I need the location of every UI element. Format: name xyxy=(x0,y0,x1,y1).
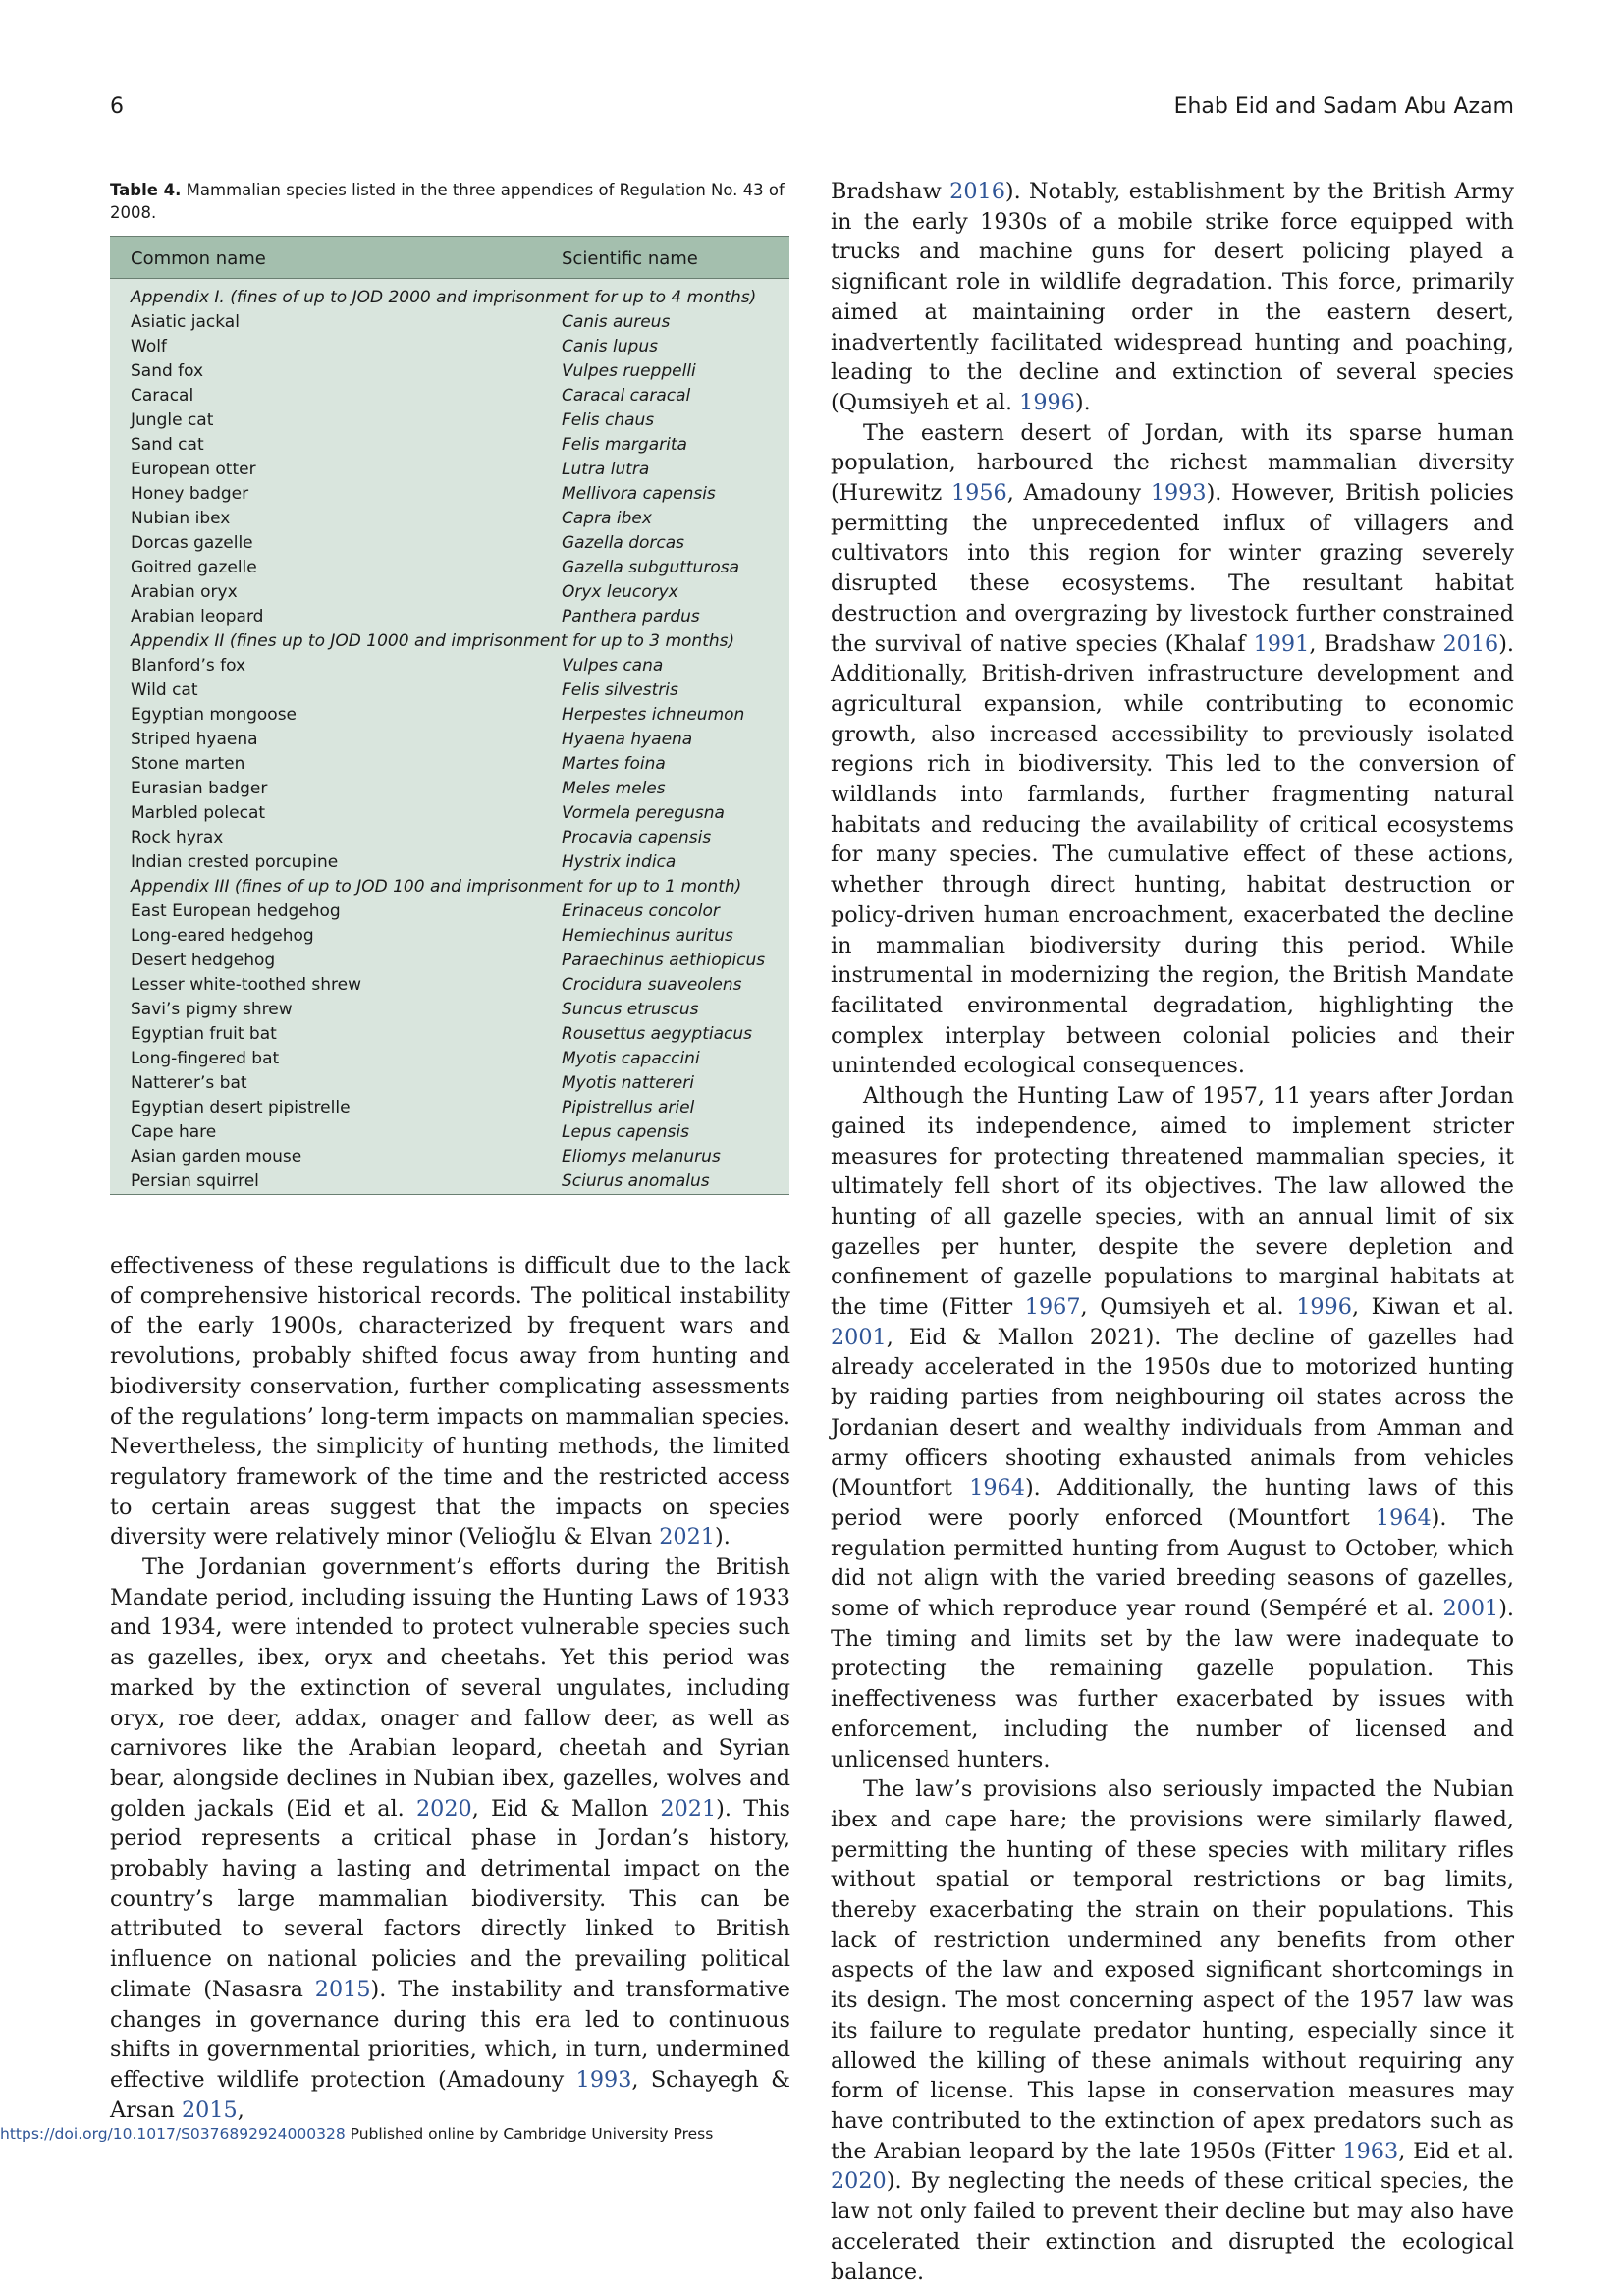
citation-year-link[interactable]: 2021 xyxy=(660,1795,717,1822)
scientific-name-cell: Sciurus anomalus xyxy=(562,1170,789,1195)
common-name-cell: Stone marten xyxy=(131,754,245,774)
table-row xyxy=(110,654,789,679)
text-run: The Jordanian government’s efforts during the British Mandate period, including issuing the Hunting Laws of 1933 and 1934, were intended to protect vulnerable species such as gazelles, ibex, oryx and cheetahs. Yet this period was marked by the extinction of several ungulates, including oryx, roe deer, addax, onager and fallow deer, as well as carnivores like the Arabian leopard, cheetah and Syrian bear, alongside declines in Nubian ibex, gazelles, wolves and golden jackals (Eid et al. xyxy=(110,1554,790,1822)
scientific-name-cell: Capra ibex xyxy=(562,509,652,528)
scientific-name-cell: Felis silvestris xyxy=(562,681,678,700)
common-name-cell: Goitred gazelle xyxy=(131,558,257,577)
scientific-name-cell: Martes foina xyxy=(562,754,666,774)
table-row xyxy=(110,899,789,924)
table-spacer-row xyxy=(110,279,789,287)
text-run: ). xyxy=(715,1524,731,1551)
column-header-common-name: Common name xyxy=(110,237,562,279)
citation-year-link[interactable]: 2016 xyxy=(1442,630,1499,657)
text-run: , Eid & Mallon 2021). The decline of gazelles had already accelerated in the 1950s due to motorized hunting by raiding parties from neighbouring oil states across the Jordanian desert and wealthy individuals from Amman and army officers shooting exhausted animals from vehicles (Mountfort xyxy=(831,1324,1514,1501)
table-row xyxy=(110,949,789,973)
citation-year-link[interactable]: 2001 xyxy=(831,1324,887,1350)
citation-year-link[interactable]: 1963 xyxy=(1342,2138,1399,2164)
table-body xyxy=(110,279,789,1195)
common-name-cell: Lesser white-toothed shrew xyxy=(131,975,362,995)
citation-year-link[interactable]: 1993 xyxy=(575,2066,632,2093)
table-spacer-cell xyxy=(110,279,789,287)
scientific-name-cell: Myotis capaccini xyxy=(562,1049,700,1068)
text-run: ). By neglecting the needs of these critical species, the law not only failed to prevent their decline but may also have accelerated their extinction and disrupted the ecological balance. xyxy=(831,2168,1514,2285)
right-column-text xyxy=(831,177,1514,2287)
table-caption-label: Table 4. xyxy=(110,181,182,199)
scientific-name-cell: Caracal caracal xyxy=(562,386,691,406)
table-caption xyxy=(110,179,789,224)
body-paragraph xyxy=(831,418,1514,1081)
text-run: ). This period represents a critical phase in Jordan’s history, probably having a lasting and detrimental impact on the country’s large mammalian biodiversity. This can be attributed to several factors directly linked to British influence on national policies and the prevailing political climate (Nasasra xyxy=(110,1795,790,2002)
scientific-name-cell: Lutra lutra xyxy=(562,460,650,479)
common-name-cell: Long-eared hedgehog xyxy=(131,926,314,946)
text-run: effectiveness of these regulations is difficult due to the lack of comprehensive historical records. The political instability of the early 1900s, characterized by frequent wars and revolutions, probably shifted focus away from hunting and biodiversity conservation, further complicating assessments of the regulations’ long-term impacts on mammalian species. Nevertheless, the simplicity of hunting methods, the limited regulatory framework of the time and the restricted access to certain areas suggest that the impacts on species diversity were relatively minor (Velioğlu & Elvan xyxy=(110,1253,790,1551)
publisher-note: Published online by Cambridge University Press xyxy=(345,2125,714,2143)
common-name-cell: Desert hedgehog xyxy=(131,951,276,970)
text-run: ). Additionally, British-driven infrastructure development and agricultural expansion, while contributing to economic growth, also increased accessibility to previously isolated regions rich in biodiversity. This led to the conversion of wildlands into farmlands, further fragmenting natural habitats and reducing the availability of critical ecosystems for many species. The cumulative effect of these actions, whether through direct hunting, habitat destruction or policy-driven human encroachment, exacerbated the decline in mammalian biodiversity during this period. While instrumental in modernizing the region, the British Mandate facilitated environmental degradation, highlighting the complex interplay between colonial policies and their unintended ecological consequences. xyxy=(831,630,1514,1079)
common-name-cell: Dorcas gazelle xyxy=(131,533,253,553)
common-name-cell: East European hedgehog xyxy=(131,901,341,921)
table-caption-text: Mammalian species listed in the three appendices of Regulation No. 43 of 2008. xyxy=(110,181,785,222)
table-row xyxy=(110,408,789,433)
text-run: , Kiwan et al. xyxy=(1351,1294,1514,1321)
table-row xyxy=(110,1120,789,1145)
scientific-name-cell: Erinaceus concolor xyxy=(562,901,720,921)
common-name-cell: Asian garden mouse xyxy=(131,1147,302,1167)
common-name-cell: Caracal xyxy=(131,386,194,406)
table-row xyxy=(110,1096,789,1120)
citation-year-link[interactable]: 2016 xyxy=(949,179,1005,204)
table-row xyxy=(110,482,789,507)
scientific-name-cell: Panthera pardus xyxy=(562,607,700,626)
text-run: , Amadouny xyxy=(1006,480,1151,507)
table-row xyxy=(110,850,789,875)
scientific-name-cell: Vormela peregusna xyxy=(562,803,725,823)
common-name-cell: Sand cat xyxy=(131,435,204,455)
table-row xyxy=(110,507,789,531)
common-name-cell: Wild cat xyxy=(131,681,198,700)
common-name-cell: European otter xyxy=(131,460,256,479)
common-name-cell: Sand fox xyxy=(131,361,204,381)
common-name-cell: Egyptian desert pipistrelle xyxy=(131,1098,351,1117)
common-name-cell: Eurasian badger xyxy=(131,779,268,798)
table-row xyxy=(110,556,789,580)
table-row xyxy=(110,679,789,703)
text-run: ). The timing and limits set by the law were inadequate to protecting the remaining gazelle population. This ineffectiveness was further exacerbated by issues with enforcement, including the number of licensed and unlicensed hunters. xyxy=(831,1596,1514,1772)
common-name-cell: Indian crested porcupine xyxy=(131,852,339,872)
citation-year-link[interactable]: 1967 xyxy=(1024,1294,1081,1321)
common-name-cell: Rock hyrax xyxy=(131,828,224,847)
running-header-authors: Ehab Eid and Sadam Abu Azam xyxy=(1173,94,1514,119)
table-row xyxy=(110,310,789,335)
text-run: ). xyxy=(1074,389,1091,415)
body-paragraph xyxy=(110,1251,790,1552)
common-name-cell: Natterer’s bat xyxy=(131,1073,247,1093)
scientific-name-cell: Canis aureus xyxy=(562,312,671,332)
scientific-name-cell: Rousettus aegyptiacus xyxy=(562,1024,752,1044)
common-name-cell: Wolf xyxy=(131,337,167,356)
common-name-cell: Marbled polecat xyxy=(131,803,266,823)
text-run: , Qumsiyeh et al. xyxy=(1080,1294,1297,1321)
citation-year-link[interactable]: 2021 xyxy=(659,1524,715,1551)
scientific-name-cell: Pipistrellus ariel xyxy=(562,1098,695,1117)
footer xyxy=(0,2125,713,2143)
citation-year-link[interactable]: 1964 xyxy=(1375,1504,1432,1531)
scientific-name-cell: Procavia capensis xyxy=(562,828,712,847)
table-row xyxy=(110,1047,789,1071)
scientific-name-cell: Myotis nattereri xyxy=(562,1073,694,1093)
scientific-name-cell: Mellivora capensis xyxy=(562,484,716,504)
text-run: , xyxy=(237,2096,244,2123)
table-row xyxy=(110,826,789,850)
citation-year-link[interactable]: 1993 xyxy=(1150,480,1207,507)
table-row xyxy=(110,752,789,777)
table-row xyxy=(110,924,789,949)
common-name-cell: Jungle cat xyxy=(131,410,214,430)
table-row xyxy=(110,359,789,384)
text-run: The eastern desert of Jordan, with its sparse human population, harboured the richest mammalian diversity (Hurewitz xyxy=(831,419,1514,507)
citation-year-link[interactable]: 1996 xyxy=(1019,389,1075,415)
common-name-cell: Asiatic jackal xyxy=(131,312,240,332)
table-row xyxy=(110,1022,789,1047)
scientific-name-cell: Felis margarita xyxy=(562,435,687,455)
scientific-name-cell: Vulpes rueppelli xyxy=(562,361,696,381)
common-name-cell: Blanford’s fox xyxy=(131,656,246,676)
citation-year-link[interactable]: 2015 xyxy=(314,1976,371,2002)
text-run: , Schayegh & Arsan xyxy=(110,2066,790,2123)
appendix-heading-row xyxy=(110,286,789,310)
text-run: ). Notably, establishment by the British Army in the early 1930s of a mobile strike force equipped with trucks and machine guns for desert policing played a significant role in wildlife degradation. This force, primarily aimed at maintaining order in the eastern desert, inadvertently facilitated widespread hunting and poaching, leading to the decline and extinction of several species (Qumsiyeh et al. xyxy=(831,179,1514,415)
table-row xyxy=(110,801,789,826)
scientific-name-cell: Canis lupus xyxy=(562,337,658,356)
scientific-name-cell: Hystrix indica xyxy=(562,852,677,872)
appendix-heading: Appendix I. (fines of up to JOD 2000 and imprisonment for up to 4 months) xyxy=(131,288,757,307)
citation-year-link[interactable]: 1991 xyxy=(1253,630,1310,657)
table-row xyxy=(110,998,789,1022)
left-column-text xyxy=(110,1251,790,2125)
text-run: , Eid et al. xyxy=(1398,2138,1514,2164)
text-run: , Bradshaw xyxy=(1309,630,1443,657)
appendix-heading: Appendix III (fines of up to JOD 100 and imprisonment for up to 1 month) xyxy=(131,877,742,897)
body-paragraph xyxy=(831,1774,1514,2287)
common-name-cell: Cape hare xyxy=(131,1122,217,1142)
appendix-heading-row xyxy=(110,875,789,899)
citation-year-link[interactable]: 2020 xyxy=(831,2168,887,2195)
scientific-name-cell: Herpestes ichneumon xyxy=(562,705,745,725)
table-row xyxy=(110,433,789,458)
table-row xyxy=(110,335,789,359)
common-name-cell: Persian squirrel xyxy=(110,1170,562,1195)
scientific-name-cell: Meles meles xyxy=(562,779,666,798)
common-name-cell: Striped hyaena xyxy=(131,730,258,749)
scientific-name-cell: Paraechinus aethiopicus xyxy=(562,951,766,970)
table-row xyxy=(110,1145,789,1170)
citation-year-link[interactable]: 2020 xyxy=(415,1795,472,1822)
table-header-row xyxy=(110,237,789,279)
table-row xyxy=(110,777,789,801)
text-run: ). The regulation permitted hunting from August to October, which did not align with the varied breeding seasons of gazelles, some of which reproduce year round (Sempéré et al. xyxy=(831,1504,1514,1622)
citation-year-link[interactable]: 1956 xyxy=(951,480,1007,507)
table-row xyxy=(110,605,789,629)
citation-year-link[interactable]: 1964 xyxy=(969,1475,1025,1501)
common-name-cell: Egyptian fruit bat xyxy=(131,1024,277,1044)
citation-year-link[interactable]: 1996 xyxy=(1296,1294,1352,1321)
common-name-cell: Honey badger xyxy=(131,484,249,504)
citation-year-link[interactable]: 2015 xyxy=(181,2096,238,2123)
table-row xyxy=(110,1071,789,1096)
scientific-name-cell: Hemiechinus auritus xyxy=(562,926,733,946)
text-run: Bradshaw xyxy=(831,179,950,204)
citation-year-link[interactable]: 2001 xyxy=(1442,1596,1499,1622)
table-row xyxy=(110,703,789,728)
text-run: ). However, British policies permitting the unprecedented influx of villagers and cultivators into this region for winter grazing severely disrupted these ecosystems. The resultant habitat destruction and overgrazing by livestock further constrained the survival of native species (Khalaf xyxy=(831,480,1514,657)
scientific-name-cell: Gazella dorcas xyxy=(562,533,685,553)
scientific-name-cell: Felis chaus xyxy=(562,410,655,430)
scientific-name-cell: Hyaena hyaena xyxy=(562,730,693,749)
appendix-heading: Appendix II (fines up to JOD 1000 and imprisonment for up to 3 months) xyxy=(131,631,735,651)
common-name-cell: Arabian leopard xyxy=(131,607,264,626)
body-paragraph xyxy=(831,177,1514,418)
text-run: The law’s provisions also seriously impacted the Nubian ibex and cape hare; the provisions were similarly flawed, permitting the hunting of these species with military rifles without spatial or temporal restrictions or bag limits, thereby exacerbating the strain on their populations. This lack of restriction undermined any benefits from other aspects of the law and exposed significant shortcomings in its design. The most concerning aspect of the 1957 law was its failure to regulate predator hunting, especially since it allowed the killing of these animals without requiring any form of license. This lapse in conservation measures may have contributed to the extinction of apex predators such as the Arabian leopard by the late 1950s (Fitter xyxy=(831,1776,1514,2164)
text-run: ). Additionally, the hunting laws of this period were poorly enforced (Mountfort xyxy=(831,1475,1514,1531)
scientific-name-cell: Lepus capensis xyxy=(562,1122,689,1142)
scientific-name-cell: Eliomys melanurus xyxy=(562,1147,721,1167)
scientific-name-cell: Suncus etruscus xyxy=(562,1000,699,1019)
common-name-cell: Arabian oryx xyxy=(131,582,238,602)
table-row xyxy=(110,531,789,556)
table-row xyxy=(110,458,789,482)
table-row xyxy=(110,728,789,752)
common-name-cell: Long-fingered bat xyxy=(131,1049,280,1068)
scientific-name-cell: Oryx leucoryx xyxy=(562,582,678,602)
mammal-species-table xyxy=(110,236,789,1195)
text-run: , Eid & Mallon xyxy=(471,1795,661,1822)
common-name-cell: Nubian ibex xyxy=(131,509,231,528)
scientific-name-cell: Gazella subgutturosa xyxy=(562,558,739,577)
text-run: Although the Hunting Law of 1957, 11 years after Jordan gained its independence, aimed to implement stricter measures for protecting threatened mammalian species, it ultimately fell short of its objectives. The law allowed the hunting of all gazelle species, with an annual limit of six gazelles per hunter, despite the severe depletion and confinement of gazelle populations to marginal habitats at the time (Fitter xyxy=(831,1083,1514,1321)
appendix-heading-row xyxy=(110,629,789,654)
table-4 xyxy=(110,179,789,1195)
table-row xyxy=(110,580,789,605)
scientific-name-cell: Vulpes cana xyxy=(562,656,664,676)
text-run: ). The instability and transformative changes in governance during this era led to continuous shifts in governmental priorities, which, in turn, undermined effective wildlife protection (Amadouny xyxy=(110,1976,790,2093)
table-row xyxy=(110,1170,789,1195)
common-name-cell: Egyptian mongoose xyxy=(131,705,298,725)
body-paragraph xyxy=(110,1552,790,2125)
page-number: 6 xyxy=(110,94,124,119)
table-row xyxy=(110,384,789,408)
scientific-name-cell: Crocidura suaveolens xyxy=(562,975,742,995)
table-row xyxy=(110,973,789,998)
common-name-cell: Savi’s pigmy shrew xyxy=(131,1000,293,1019)
body-paragraph xyxy=(831,1081,1514,1774)
column-header-scientific-name: Scientific name xyxy=(562,237,789,279)
doi-link[interactable]: https://doi.org/10.1017/S0376892924000328 xyxy=(0,2125,346,2143)
